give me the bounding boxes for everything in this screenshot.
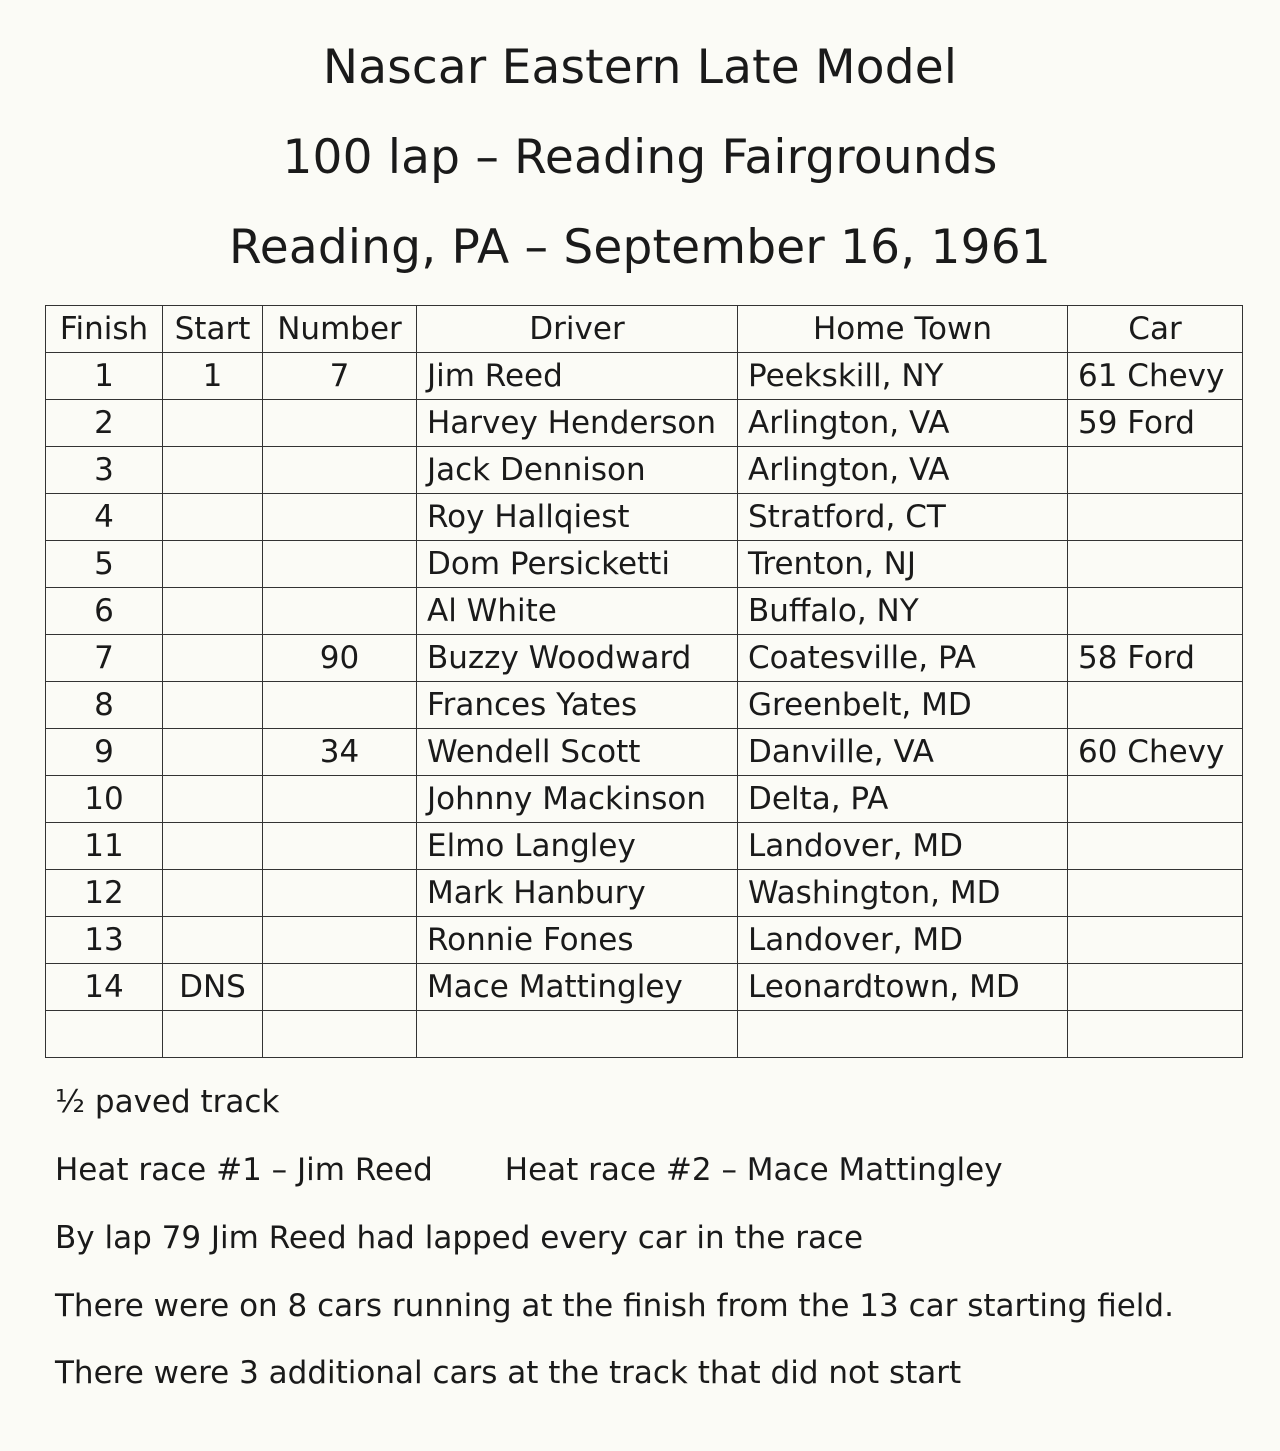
cell-car: [1068, 870, 1243, 917]
cell-driver: Roy Hallqiest: [417, 494, 738, 541]
race-subtitle: 100 lap – Reading Fairgrounds: [282, 130, 998, 185]
cell-driver: Wendell Scott: [417, 729, 738, 776]
cell-start: [163, 823, 263, 870]
cell-number: 90: [263, 635, 417, 682]
cell-driver: Mace Mattingley: [417, 964, 738, 1011]
cell-car: [1068, 776, 1243, 823]
cell-home-town: Washington, MD: [738, 870, 1068, 917]
cell-finish: 4: [46, 494, 163, 541]
cell-driver: Harvey Henderson: [417, 400, 738, 447]
cell-start: 1: [163, 353, 263, 400]
cell-number: [263, 917, 417, 964]
table-row: [46, 870, 1243, 917]
table-row: [46, 917, 1243, 964]
cell-car: [1068, 447, 1243, 494]
cell-start: [163, 917, 263, 964]
results-table: [45, 305, 1243, 1058]
cell-car: [1068, 917, 1243, 964]
header-car: Car: [1068, 306, 1243, 353]
cell-car: 58 Ford: [1068, 635, 1243, 682]
table-row: [46, 682, 1243, 729]
cell-start: [163, 400, 263, 447]
cell-number: 34: [263, 729, 417, 776]
header-number: Number: [263, 306, 417, 353]
header-start: Start: [163, 306, 263, 353]
cell-driver: Buzzy Woodward: [417, 635, 738, 682]
cell-finish: 6: [46, 588, 163, 635]
header-home-town: Home Town: [738, 306, 1068, 353]
cell-home-town: Danville, VA: [738, 729, 1068, 776]
cell-number: [263, 588, 417, 635]
cell-finish: 3: [46, 447, 163, 494]
cell-home-town: Landover, MD: [738, 917, 1068, 964]
cell-home-town: Peekskill, NY: [738, 353, 1068, 400]
cell-home-town: Stratford, CT: [738, 494, 1068, 541]
cell-car: [1068, 823, 1243, 870]
table-row: [46, 400, 1243, 447]
cell-finish: 2: [46, 400, 163, 447]
cell-start: [163, 682, 263, 729]
cell-home-town: Coatesville, PA: [738, 635, 1068, 682]
heat-race-1: Heat race #1 – Jim Reed: [55, 1152, 433, 1188]
cell-start: [163, 870, 263, 917]
header-driver: Driver: [417, 306, 738, 353]
table-row: [46, 776, 1243, 823]
cell-start: [163, 635, 263, 682]
cell-number: [263, 682, 417, 729]
cell-start: [163, 1011, 263, 1058]
cell-number: 7: [263, 353, 417, 400]
cell-driver: Elmo Langley: [417, 823, 738, 870]
cell-finish: 1: [46, 353, 163, 400]
did-not-start-note: There were 3 additional cars at the track that did not start: [55, 1355, 962, 1391]
heat-races-note: [55, 1150, 1003, 1190]
cell-finish: 14: [46, 964, 163, 1011]
cell-car: 61 Chevy: [1068, 353, 1243, 400]
cell-car: [1068, 964, 1243, 1011]
cell-driver: [417, 1011, 738, 1058]
cell-finish: 7: [46, 635, 163, 682]
cell-finish: 13: [46, 917, 163, 964]
cell-start: DNS: [163, 964, 263, 1011]
cell-driver: Dom Persicketti: [417, 541, 738, 588]
cell-car: [1068, 588, 1243, 635]
table-row: [46, 964, 1243, 1011]
cell-finish: 11: [46, 823, 163, 870]
cell-driver: Jim Reed: [417, 353, 738, 400]
race-location-date: Reading, PA – September 16, 1961: [229, 220, 1051, 275]
table-row: [46, 823, 1243, 870]
table-row: [46, 729, 1243, 776]
cell-home-town: Trenton, NJ: [738, 541, 1068, 588]
cell-start: [163, 588, 263, 635]
cell-driver: Frances Yates: [417, 682, 738, 729]
cell-driver: Jack Dennison: [417, 447, 738, 494]
cell-finish: 9: [46, 729, 163, 776]
cell-car: [1068, 541, 1243, 588]
cell-start: [163, 729, 263, 776]
table-header-row: [46, 306, 1243, 353]
cell-home-town: Landover, MD: [738, 823, 1068, 870]
cell-car: [1068, 682, 1243, 729]
table-row: [46, 588, 1243, 635]
cell-driver: Ronnie Fones: [417, 917, 738, 964]
track-note: ½ paved track: [55, 1084, 280, 1120]
cell-number: [263, 447, 417, 494]
cell-home-town: Leonardtown, MD: [738, 964, 1068, 1011]
cell-driver: Al White: [417, 588, 738, 635]
table-row: [46, 1011, 1243, 1058]
table-row: [46, 447, 1243, 494]
cell-number: [263, 823, 417, 870]
cell-home-town: Delta, PA: [738, 776, 1068, 823]
table-row: [46, 494, 1243, 541]
cell-finish: [46, 1011, 163, 1058]
cell-home-town: Greenbelt, MD: [738, 682, 1068, 729]
cell-number: [263, 400, 417, 447]
cell-start: [163, 541, 263, 588]
cell-home-town: Buffalo, NY: [738, 588, 1068, 635]
cell-finish: 12: [46, 870, 163, 917]
table-row: [46, 353, 1243, 400]
cell-number: [263, 541, 417, 588]
cell-start: [163, 447, 263, 494]
cell-car: 60 Chevy: [1068, 729, 1243, 776]
page-title: Nascar Eastern Late Model: [322, 40, 958, 95]
cell-finish: 5: [46, 541, 163, 588]
cell-home-town: Arlington, VA: [738, 447, 1068, 494]
cell-home-town: Arlington, VA: [738, 400, 1068, 447]
cell-car: [1068, 1011, 1243, 1058]
cell-number: [263, 1011, 417, 1058]
cell-car: [1068, 494, 1243, 541]
table-row: [46, 541, 1243, 588]
cell-car: 59 Ford: [1068, 400, 1243, 447]
lap-79-note: By lap 79 Jim Reed had lapped every car in the race: [55, 1220, 864, 1256]
cell-start: [163, 494, 263, 541]
cell-driver: Mark Hanbury: [417, 870, 738, 917]
cell-finish: 8: [46, 682, 163, 729]
cell-number: [263, 964, 417, 1011]
cell-home-town: [738, 1011, 1068, 1058]
cell-driver: Johnny Mackinson: [417, 776, 738, 823]
cars-running-note: There were on 8 cars running at the finish from the 13 car starting field.: [55, 1288, 1174, 1324]
header-finish: Finish: [46, 306, 163, 353]
cell-number: [263, 776, 417, 823]
cell-start: [163, 776, 263, 823]
heat-race-2: Heat race #2 – Mace Mattingley: [504, 1152, 1003, 1188]
cell-number: [263, 870, 417, 917]
cell-finish: 10: [46, 776, 163, 823]
cell-number: [263, 494, 417, 541]
table-row: [46, 635, 1243, 682]
